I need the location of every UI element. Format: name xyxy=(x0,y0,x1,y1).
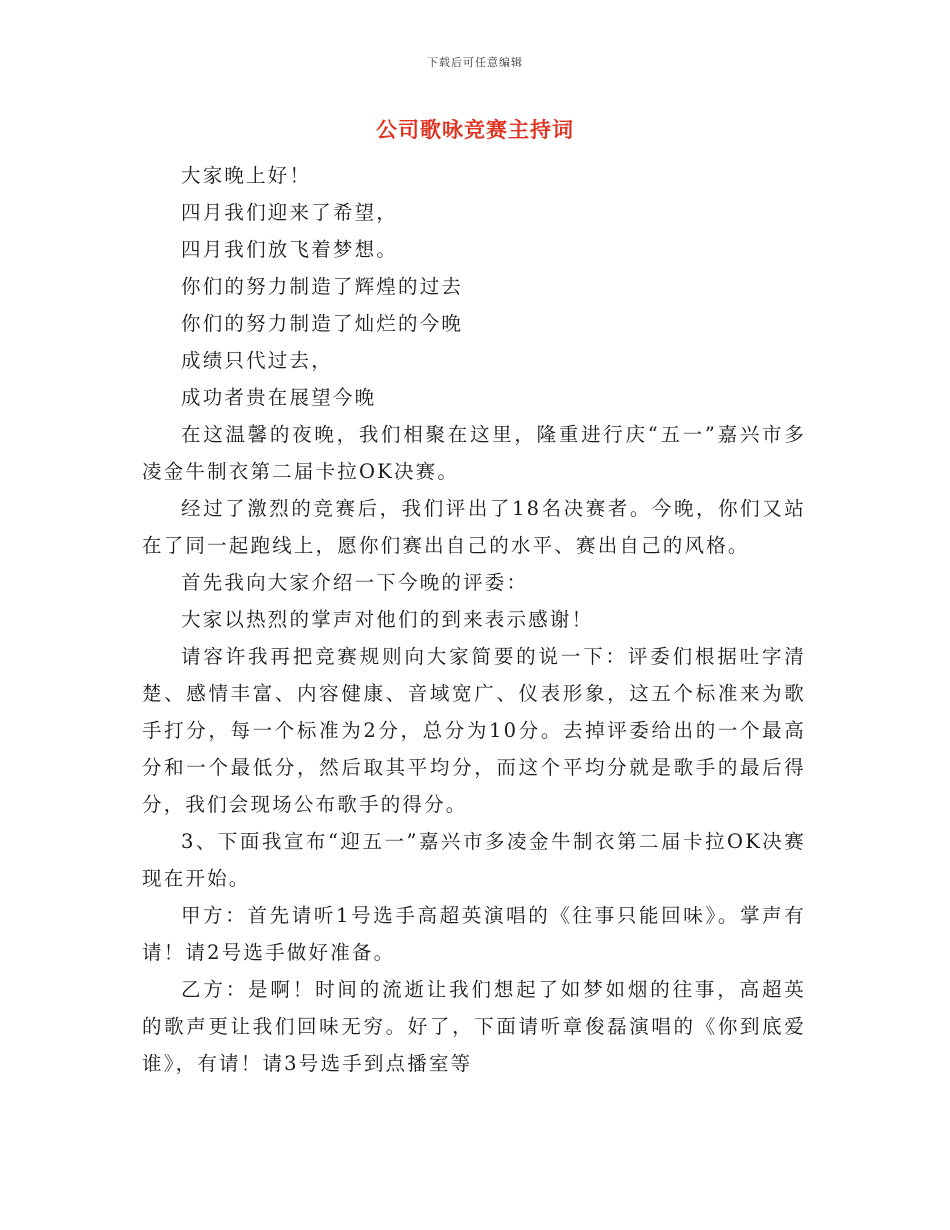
paragraph: 甲方：首先请听1号选手高超英演唱的《往事只能回味》。掌声有请！请2号选手做好准备。 xyxy=(142,904,806,964)
paragraph: 经过了激烈的竞赛后，我们评出了18名决赛者。今晚，你们又站在了同一起跑线上，愿你们赛出自己的水平、赛出自己的风格。 xyxy=(142,497,806,557)
paragraph: 请容许我再把竞赛规则向大家简要的说一下：评委们根据吐字清楚、感情丰富、内容健康、音域宽广、仪表形象，这五个标准来为歌手打分，每一个标准为2分，总分为10分。去掉评委给出的一个最高分和一个最低分，然后取其平均分，而这个平均分就是歌手的最后得分，我们会现场公布歌手的得分。 xyxy=(142,645,806,816)
paragraph: 大家以热烈的掌声对他们的到来表示感谢！ xyxy=(181,608,594,631)
paragraph: 3、下面我宣布“迎五一”嘉兴市多凌金牛制衣第二届卡拉OK决赛现在开始。 xyxy=(142,830,806,890)
paragraph: 大家晚上好！ xyxy=(181,164,312,187)
paragraph: 四月我们迎来了希望， xyxy=(181,201,399,224)
document-title: 公司歌咏竞赛主持词 xyxy=(376,117,574,142)
paragraph: 你们的努力制造了辉煌的过去 xyxy=(181,275,464,298)
paragraph: 乙方：是啊！时间的流逝让我们想起了如梦如烟的往事，高超英的歌声更让我们回味无穷。好了，下面请听章俊磊演唱的《你到底爱谁》，有请！请3号选手到点播室等 xyxy=(142,978,806,1075)
document-body xyxy=(142,157,806,1082)
paragraph: 成绩只代过去， xyxy=(181,349,333,372)
paragraph: 你们的努力制造了灿烂的今晚 xyxy=(181,312,464,335)
header-note: 下载后可任意编辑 xyxy=(427,56,523,69)
paragraph: 首先我向大家介绍一下今晚的评委： xyxy=(181,571,529,594)
paragraph: 在这温馨的夜晚，我们相聚在这里，隆重进行庆“五一”嘉兴市多凌金牛制衣第二届卡拉OK决赛。 xyxy=(142,423,806,483)
paragraph: 成功者贵在展望今晚 xyxy=(181,386,377,409)
paragraph: 四月我们放飞着梦想。 xyxy=(181,238,399,261)
